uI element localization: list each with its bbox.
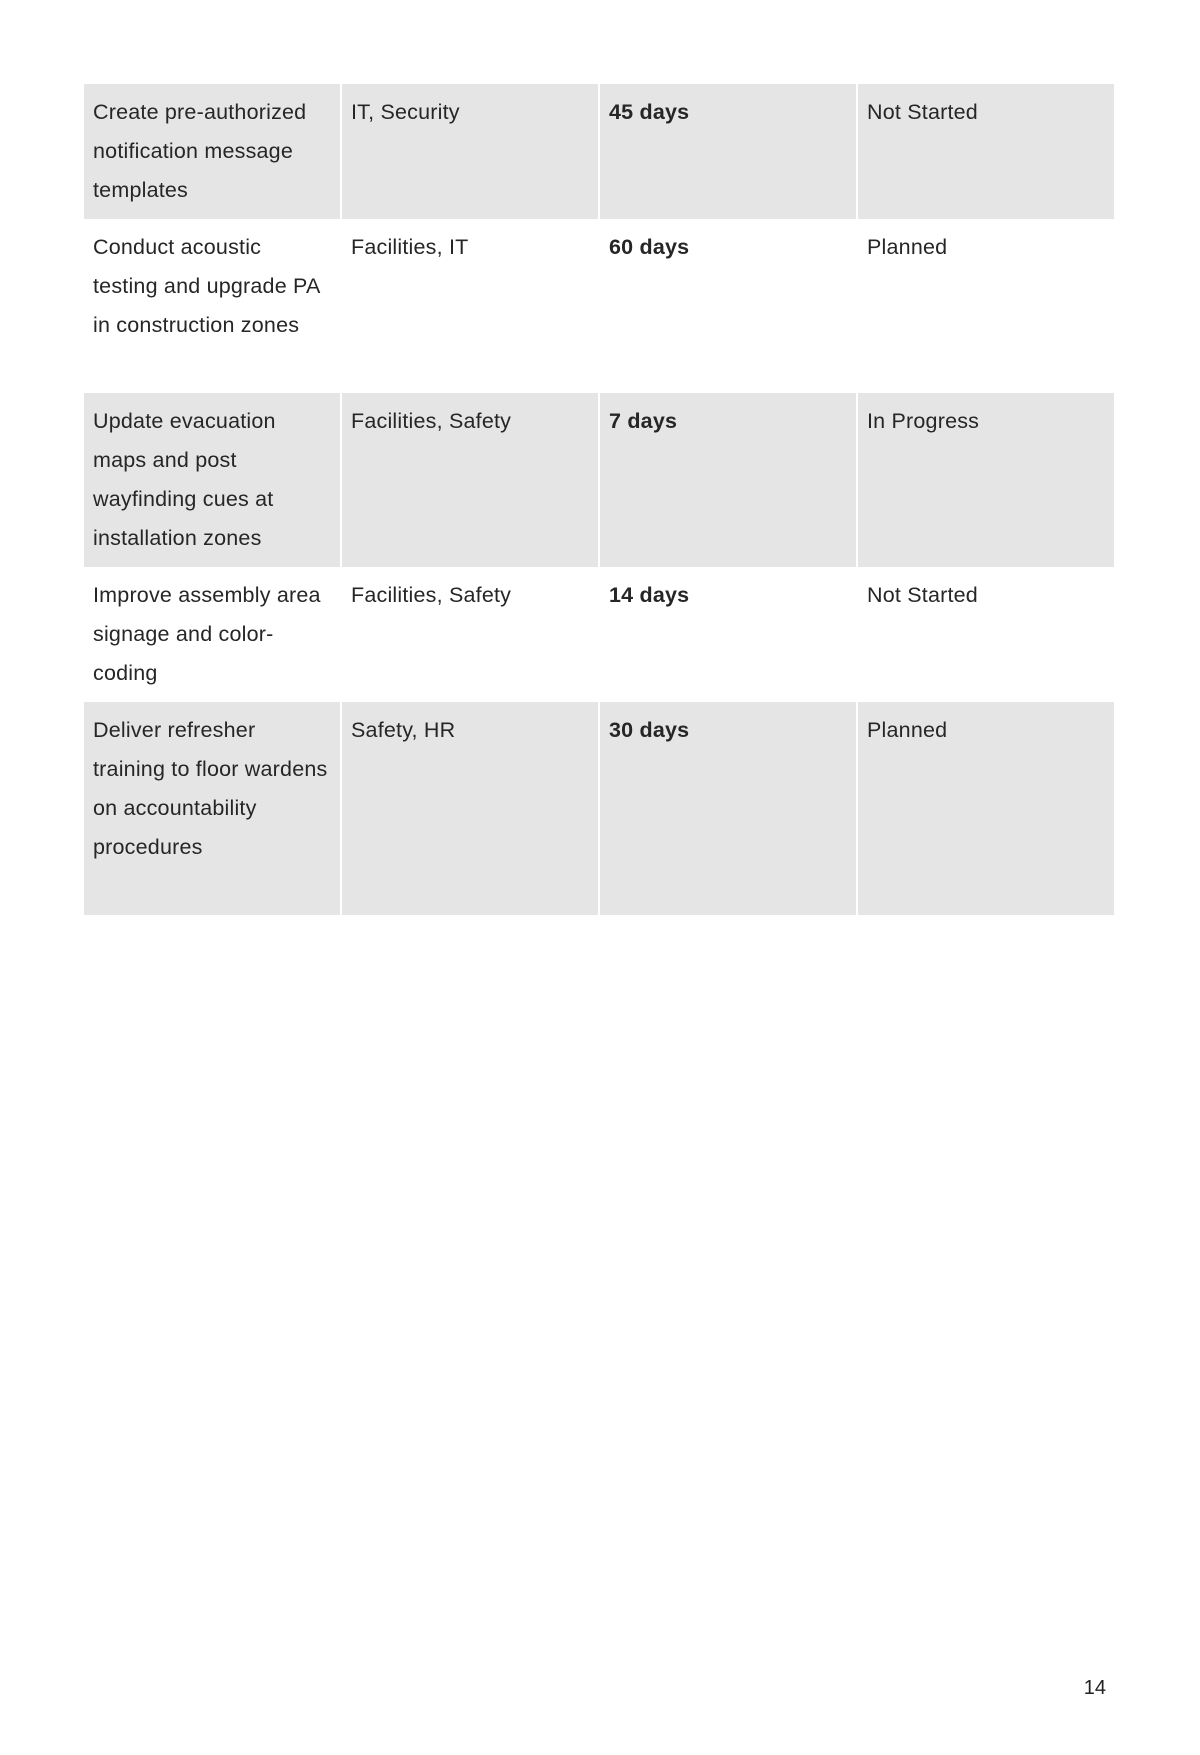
status-cell: Planned bbox=[858, 702, 1114, 915]
status-cell: Planned bbox=[858, 219, 1114, 393]
action-cell: Improve assembly area signage and color-coding bbox=[84, 567, 340, 702]
timeline-cell: 14 days bbox=[600, 567, 856, 702]
timeline-cell: 60 days bbox=[600, 219, 856, 393]
page-number: 14 bbox=[1083, 1677, 1106, 1699]
table-row bbox=[84, 567, 1114, 702]
table-row bbox=[84, 702, 1114, 915]
status-cell: Not Started bbox=[858, 84, 1114, 219]
action-cell: Conduct acoustic testing and upgrade PA in construction zones bbox=[84, 219, 340, 393]
status-cell: Not Started bbox=[858, 567, 1114, 702]
action-cell: Deliver refresher training to floor wardens on accountability procedures bbox=[84, 702, 340, 915]
action-plan-table bbox=[82, 84, 1116, 915]
owners-cell: Facilities, Safety bbox=[342, 393, 598, 567]
table-row bbox=[84, 219, 1114, 393]
table-row bbox=[84, 84, 1114, 219]
timeline-cell: 7 days bbox=[600, 393, 856, 567]
owners-cell: IT, Security bbox=[342, 84, 598, 219]
status-cell: In Progress bbox=[858, 393, 1114, 567]
owners-cell: Facilities, IT bbox=[342, 219, 598, 393]
owners-cell: Facilities, Safety bbox=[342, 567, 598, 702]
owners-cell: Safety, HR bbox=[342, 702, 598, 915]
table-row bbox=[84, 393, 1114, 567]
action-cell: Create pre-authorized notification message templates bbox=[84, 84, 340, 219]
timeline-cell: 30 days bbox=[600, 702, 856, 915]
action-cell: Update evacuation maps and post wayfinding cues at installation zones bbox=[84, 393, 340, 567]
timeline-cell: 45 days bbox=[600, 84, 856, 219]
